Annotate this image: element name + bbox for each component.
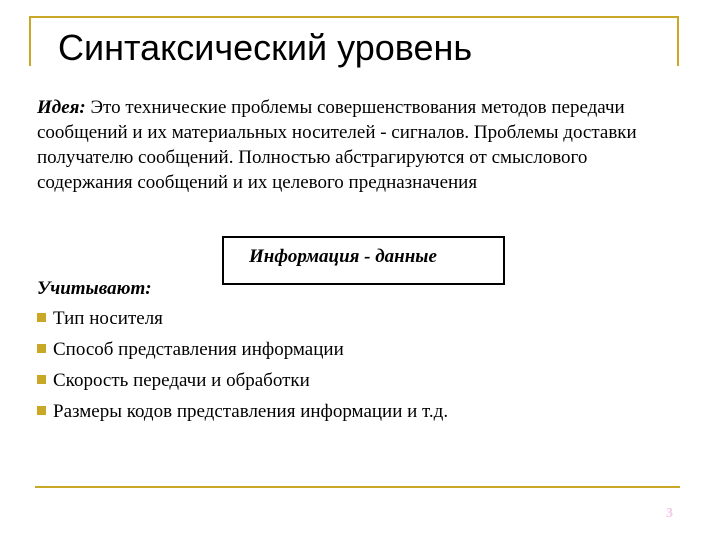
list-heading: Учитывают:: [37, 278, 152, 299]
title-frame-left-line: [29, 16, 31, 66]
bullet-list: [37, 306, 448, 430]
idea-text: Это технические проблемы совершенствования методов передачи сообщений и их материальных носителей - сигналов. Проблемы доставки получателю сообщений. Полностью абстрагируются от смыслового содержания сообщений и их целевого предназначения: [37, 97, 637, 193]
list-item: [37, 337, 448, 368]
idea-label: Идея:: [37, 97, 86, 118]
list-item: [37, 399, 448, 430]
square-bullet-icon: [37, 375, 46, 384]
list-item: [37, 306, 448, 337]
information-data-box: [222, 236, 505, 285]
square-bullet-icon: [37, 406, 46, 415]
slide-title: Синтаксический уровень: [58, 27, 473, 68]
square-bullet-icon: [37, 344, 46, 353]
idea-paragraph: [37, 95, 662, 195]
list-item-text: Способ представления информации: [53, 339, 344, 360]
page-number: 3: [666, 506, 673, 521]
square-bullet-icon: [37, 313, 46, 322]
list-item-text: Скорость передачи и обработки: [53, 370, 310, 391]
information-data-box-text: Информация - данные: [249, 246, 437, 267]
list-item-text: Тип носителя: [53, 308, 163, 329]
list-item-text: Размеры кодов представления информации и т.д.: [53, 401, 449, 422]
title-frame-top-line: [29, 16, 679, 18]
footer-divider: [35, 486, 680, 488]
title-frame-right-line: [677, 16, 679, 66]
list-item: [37, 368, 448, 399]
